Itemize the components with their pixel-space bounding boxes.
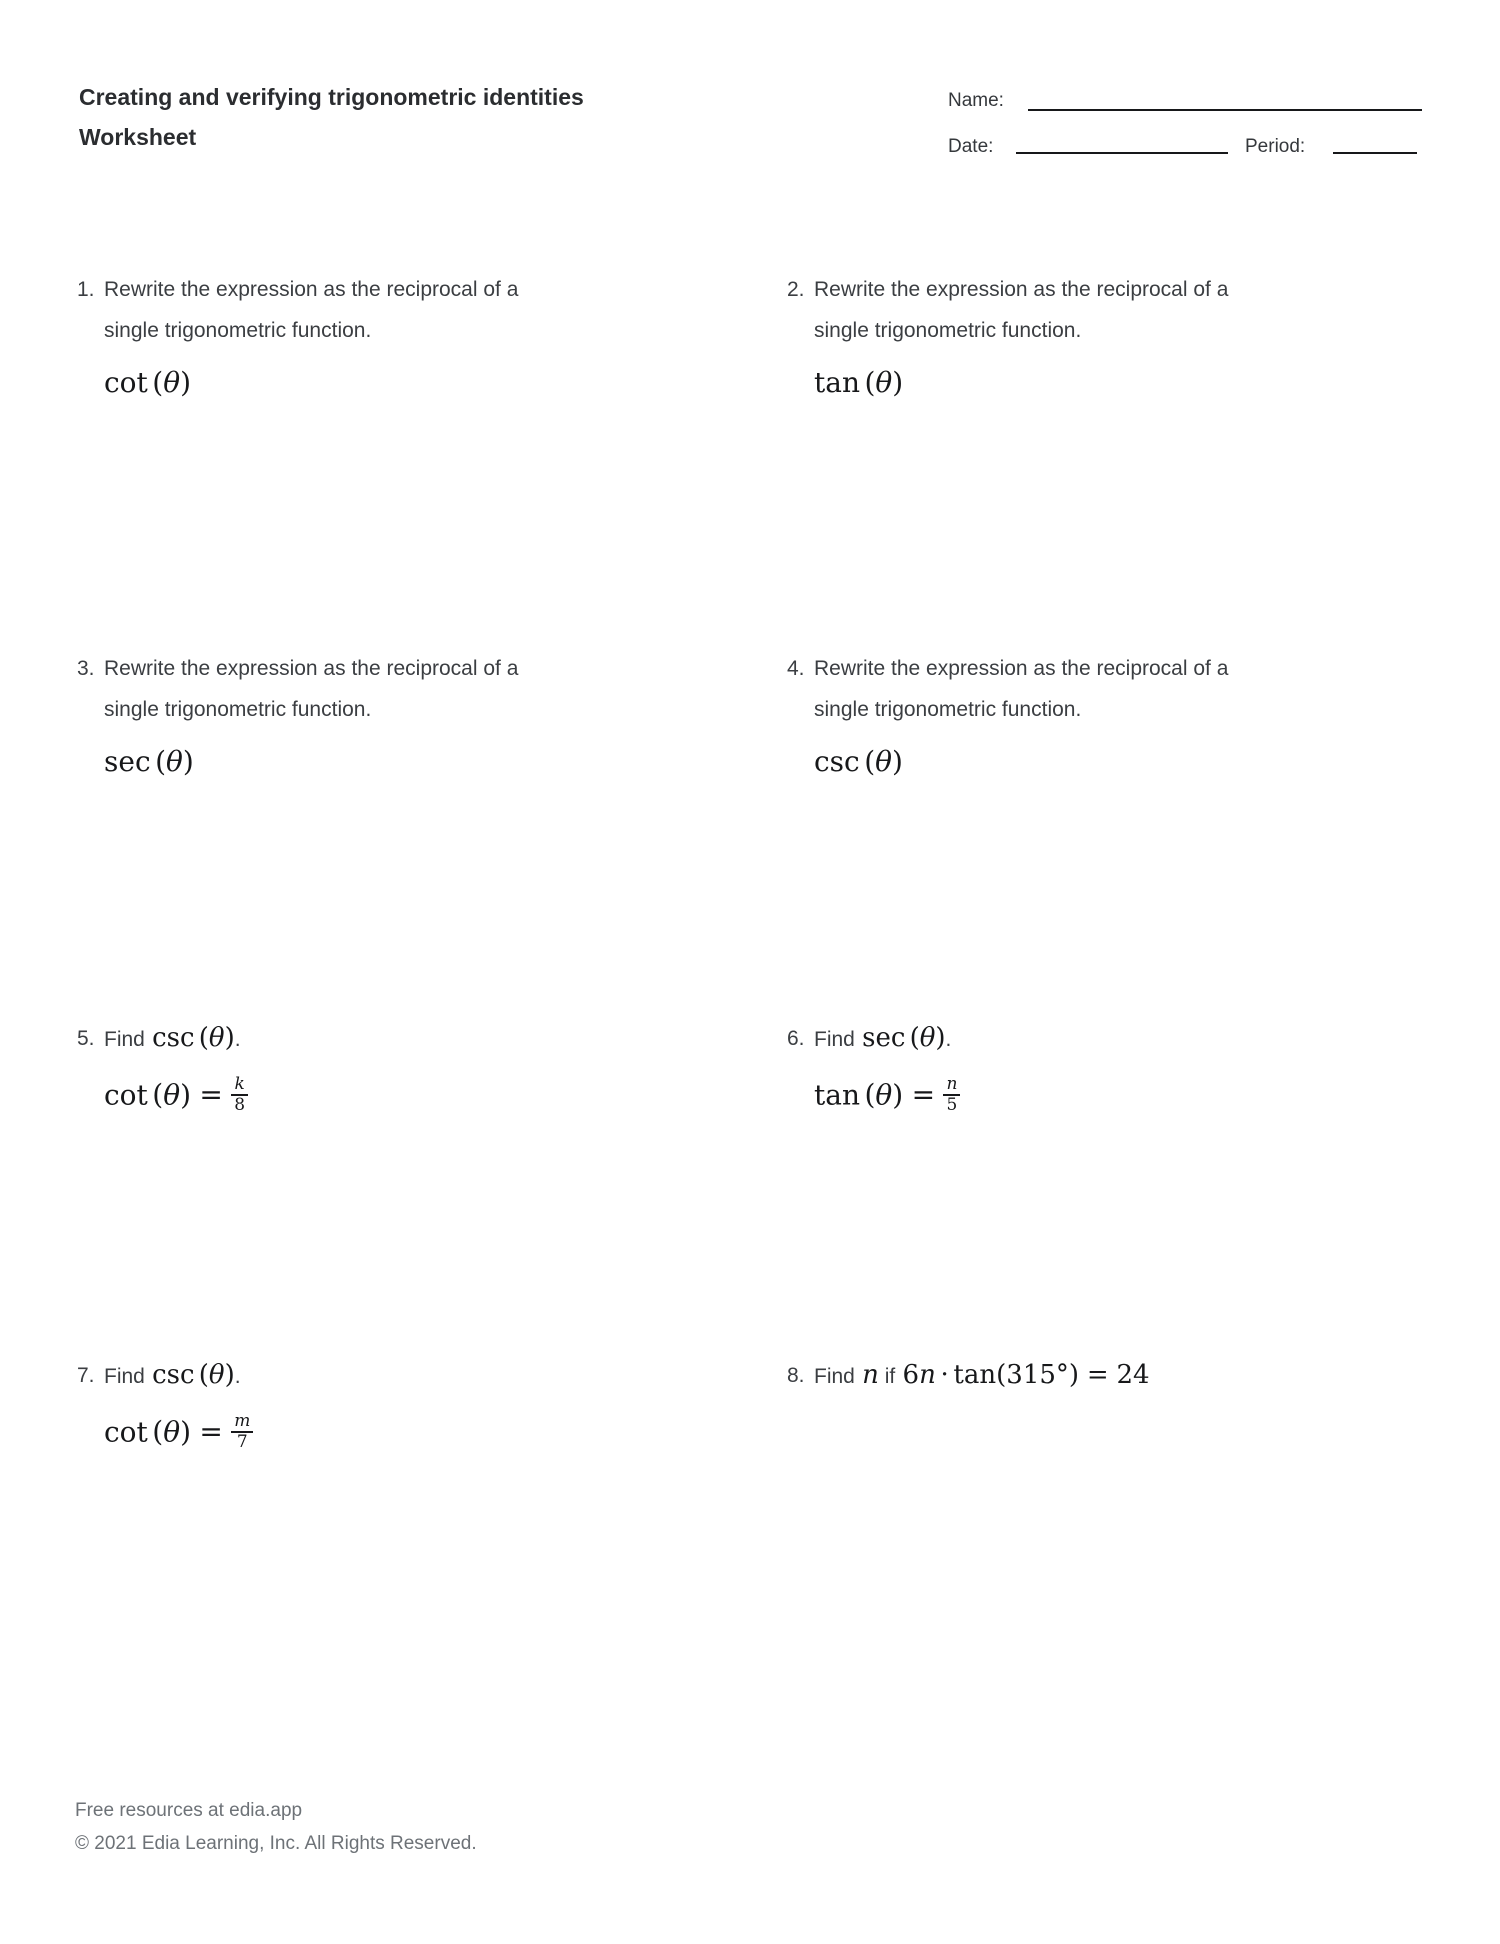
target-function: csc xyxy=(152,1023,195,1053)
find-label: Find xyxy=(814,1028,855,1051)
fraction xyxy=(231,1412,253,1452)
find-label: Find xyxy=(104,1028,145,1051)
open-paren: ( xyxy=(152,1078,164,1112)
question-number: 3. xyxy=(77,657,95,680)
close-paren: ) xyxy=(892,1078,904,1112)
math-expression xyxy=(814,744,1228,780)
question-number: 5. xyxy=(77,1027,95,1050)
fraction-numerator: m xyxy=(234,1411,251,1431)
name-label: Name: xyxy=(948,90,1004,111)
target-function: csc xyxy=(152,1360,195,1390)
date-blank-line xyxy=(1016,152,1228,154)
question-prompt xyxy=(104,1018,248,1060)
open-paren: ( xyxy=(152,1415,164,1449)
question-number: 7. xyxy=(77,1364,95,1387)
period: . xyxy=(945,1028,952,1051)
name-blank-line xyxy=(1028,109,1422,111)
question-7 xyxy=(77,1355,253,1452)
variable-n: n xyxy=(919,1360,936,1390)
question-number: 1. xyxy=(77,278,95,301)
question-8 xyxy=(787,1355,1150,1397)
degree-symbol: ° xyxy=(1055,1360,1069,1390)
fraction-denominator: 7 xyxy=(231,1431,253,1452)
angle-value: 315 xyxy=(1006,1360,1056,1390)
date-label: Date: xyxy=(948,136,994,157)
open-paren: ( xyxy=(198,1023,209,1053)
period-label: Period: xyxy=(1245,136,1306,157)
question-number: 6. xyxy=(787,1027,805,1050)
fraction-numerator: k xyxy=(234,1074,245,1094)
open-paren: ( xyxy=(864,1078,876,1112)
fraction xyxy=(943,1075,960,1115)
question-number: 8. xyxy=(787,1364,805,1387)
footer-resources-text: Free resources at edia.app xyxy=(75,1800,303,1821)
open-paren: ( xyxy=(198,1360,209,1390)
target-function: sec xyxy=(862,1023,906,1053)
open-paren: ( xyxy=(152,366,164,399)
trig-function: cot xyxy=(104,366,148,399)
variable-n: n xyxy=(862,1360,879,1390)
close-paren: ) xyxy=(892,745,903,778)
title-line2: Worksheet xyxy=(79,124,197,150)
question-prompt-line2: single trigonometric function. xyxy=(814,698,1082,721)
given-equation xyxy=(814,1075,960,1115)
question-prompt-line1: Rewrite the expression as the reciprocal of a xyxy=(814,278,1229,301)
question-6 xyxy=(787,1018,960,1115)
equals-sign: = xyxy=(911,1078,936,1112)
open-paren: ( xyxy=(864,366,876,399)
question-prompt-line1: Rewrite the expression as the reciprocal of a xyxy=(814,657,1229,680)
title-line1: Creating and verifying trigonometric identities xyxy=(79,84,584,110)
trig-function: csc xyxy=(814,745,860,778)
trig-function: tan xyxy=(814,366,860,399)
close-paren: ) xyxy=(224,1360,235,1390)
theta-variable: θ xyxy=(163,366,181,399)
question-number: 4. xyxy=(787,657,805,680)
question-prompt xyxy=(814,1018,960,1060)
equals-sign: = xyxy=(1086,1360,1109,1390)
question-prompt-line1: Rewrite the expression as the reciprocal of a xyxy=(104,657,519,680)
close-paren: ) xyxy=(180,1415,191,1449)
close-paren: ) xyxy=(182,745,194,778)
equals-sign: = xyxy=(199,1415,223,1449)
trig-function: sec xyxy=(104,745,151,778)
result-value: 24 xyxy=(1116,1360,1150,1390)
find-label: Find xyxy=(814,1365,855,1388)
open-paren: ( xyxy=(864,745,876,778)
theta-variable: θ xyxy=(163,1078,181,1112)
page-footer xyxy=(75,1794,477,1860)
math-expression xyxy=(104,744,518,780)
theta-variable: θ xyxy=(163,1415,181,1449)
coefficient: 6 xyxy=(902,1360,920,1390)
theta-variable: θ xyxy=(875,366,893,399)
close-paren: ) xyxy=(224,1023,235,1053)
question-4 xyxy=(787,648,1228,780)
fraction-denominator: 5 xyxy=(943,1094,960,1115)
multiplication-dot: · xyxy=(940,1360,949,1390)
question-3 xyxy=(77,648,518,780)
theta-variable: θ xyxy=(208,1023,225,1053)
open-paren-angle: ( xyxy=(996,1360,1007,1390)
question-prompt xyxy=(814,1355,1150,1397)
worksheet-title xyxy=(79,77,584,157)
given-equation xyxy=(104,1412,253,1452)
question-prompt-line2: single trigonometric function. xyxy=(104,698,372,721)
fraction xyxy=(231,1075,248,1115)
question-prompt-line2: single trigonometric function. xyxy=(814,319,1082,342)
period: . xyxy=(234,1028,241,1051)
math-expression xyxy=(104,365,518,401)
period-blank-line xyxy=(1333,152,1417,154)
trig-function: tan xyxy=(814,1078,860,1112)
given-equation xyxy=(104,1075,248,1115)
question-2 xyxy=(787,269,1228,401)
close-paren: ) xyxy=(892,366,904,399)
close-paren: ) xyxy=(935,1023,946,1053)
equals-sign: = xyxy=(199,1078,223,1112)
trig-function: tan xyxy=(953,1360,997,1390)
find-label: Find xyxy=(104,1365,145,1388)
theta-variable: θ xyxy=(919,1023,936,1053)
open-paren: ( xyxy=(155,745,167,778)
question-prompt-line2: single trigonometric function. xyxy=(104,319,372,342)
close-paren: ) xyxy=(180,366,191,399)
fraction-denominator: 8 xyxy=(231,1094,248,1115)
theta-variable: θ xyxy=(166,745,183,778)
question-number: 2. xyxy=(787,278,805,301)
close-paren: ) xyxy=(180,1078,191,1112)
theta-variable: θ xyxy=(208,1360,225,1390)
if-label: if xyxy=(884,1365,896,1388)
theta-variable: θ xyxy=(875,1078,893,1112)
question-prompt-line1: Rewrite the expression as the reciprocal of a xyxy=(104,278,519,301)
trig-function: cot xyxy=(104,1078,148,1112)
math-expression xyxy=(814,365,1228,401)
footer-copyright-text: © 2021 Edia Learning, Inc. All Rights Reserved. xyxy=(75,1833,477,1854)
open-paren: ( xyxy=(909,1023,920,1053)
question-5 xyxy=(77,1018,248,1115)
theta-variable: θ xyxy=(875,745,892,778)
period: . xyxy=(234,1365,241,1388)
close-paren: ) xyxy=(1068,1360,1080,1390)
question-prompt xyxy=(104,1355,253,1397)
trig-function: cot xyxy=(104,1415,148,1449)
question-1 xyxy=(77,269,518,401)
fraction-numerator: n xyxy=(946,1074,958,1094)
